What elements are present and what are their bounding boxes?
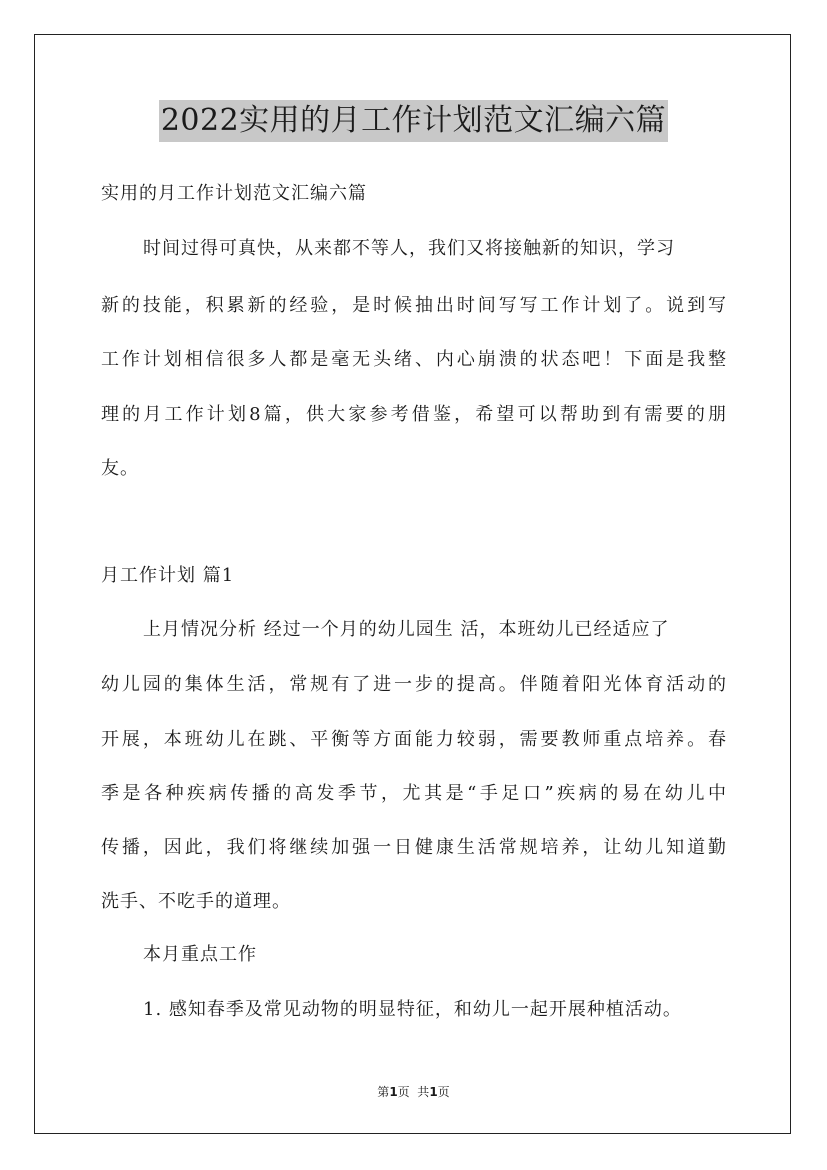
- page-footer: [0, 1083, 827, 1100]
- section-line: 季是各种疾病传播的高发季节，尤其是“手足口”疾病的易在幼儿中: [101, 783, 727, 804]
- section-line: 上月情况分析 经过一个月的幼儿园生 活，本班幼儿已经适应了: [143, 619, 670, 640]
- subtitle: 实用的月工作计划范文汇编六篇: [101, 183, 367, 204]
- intro-line: 工作计划相信很多人都是毫无头绪、内心崩溃的状态吧！下面是我整: [101, 349, 727, 370]
- section-line: 开展，本班幼儿在跳、平衡等方面能力较弱，需要教师重点培养。春: [101, 729, 727, 750]
- focus-item: 1. 感知春季及常见动物的明显特征，和幼儿一起开展种植活动。: [143, 999, 682, 1020]
- footer-page-number: 1: [389, 1085, 398, 1099]
- document-title: [0, 100, 827, 142]
- section-line: 幼儿园的集体生活，常规有了进一步的提高。伴随着阳光体育活动的: [101, 674, 727, 695]
- footer-mid: 页 共: [397, 1085, 430, 1099]
- intro-line: 理的月工作计划8篇，供大家参考借鉴，希望可以帮助到有需要的朋: [101, 404, 727, 425]
- footer-suffix: 页: [437, 1085, 450, 1099]
- focus-heading: 本月重点工作: [143, 944, 257, 965]
- intro-line: 时间过得可真快，从来都不等人，我们又将接触新的知识，学习: [143, 238, 675, 259]
- footer-prefix: 第: [377, 1085, 390, 1099]
- footer-total-pages: 1: [429, 1085, 438, 1099]
- section-heading: 月工作计划 篇1: [101, 565, 235, 586]
- document-title-text: 2022实用的月工作计划范文汇编六篇: [159, 100, 668, 142]
- section-line: 洗手、不吃手的道理。: [101, 891, 291, 912]
- section-line: 传播，因此，我们将继续加强一日健康生活常规培养，让幼儿知道勤: [101, 837, 727, 858]
- intro-line: 友。: [101, 458, 139, 479]
- intro-line: 新的技能，积累新的经验，是时候抽出时间写写工作计划了。说到写: [101, 295, 727, 316]
